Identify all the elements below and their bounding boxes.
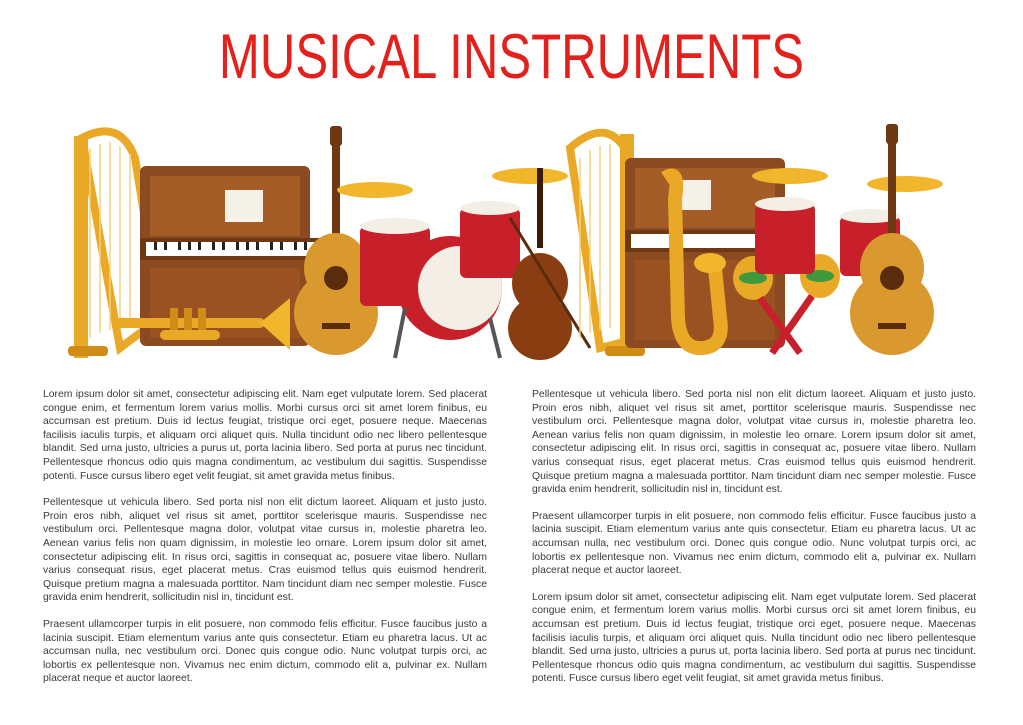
paragraph: Praesent ullamcorper turpis in elit posuere, non commodo felis efficitur. Fusce faucibus justo a lacinia suscipit. Etiam elementum varius ante quis consectetur. Etiam eu pharetra lacus. Ut ac accumsan nulla, nec vestibulum orci. Donec quis congue odio. Nunc volutpat turpis orci, ac lobortis ex pellentesque non. Vivamus nec enim dictum, commodo elit a, pulvinar ex. Nullam placerat neque et auctor laoreet.	[43, 618, 487, 685]
instruments-illustration	[60, 118, 960, 368]
paragraph: Lorem ipsum dolor sit amet, consectetur adipiscing elit. Nam eget vulputate lorem. Sed placerat congue enim, et fermentum lorem varius mollis. Morbi cursus orci sit amet lorem finibus, eu accumsan est pretium. Duis id lectus feugiat, tristique orci eget, posuere neque. Maecenas facilisis iaculis turpis, et aliquam orci aliquet quis. Nulla tincidunt odio nec libero pellentesque blandit. Sed urna justo, ultricies a purus ut, porta lacinia libero. Sed porta at purus nec tincidunt. Pellentesque rhoncus odio quis magna condimentum, ac vestibulum dui sagittis. Suspendisse potenti. Fusce cursus libero eget velit feugiat, sit amet gravida metus finibus.	[532, 591, 976, 685]
page-title: MUSICAL INSTRUMENTS	[218, 22, 805, 92]
cymbal-icon	[337, 168, 568, 198]
paragraph: Praesent ullamcorper turpis in elit posuere, non commodo felis efficitur. Fusce faucibus justo a lacinia suscipit. Etiam elementum varius ante quis consectetur. Etiam eu pharetra lacus. Ut ac accumsan nulla, nec vestibulum orci. Donec quis congue odio. Nunc volutpat turpis orci, ac lobortis ex pellentesque non. Vivamus nec enim dictum, commodo elit a, pulvinar ex. Nullam placerat neque et auctor laoreet.	[532, 510, 976, 577]
drum-kit-icon	[360, 201, 520, 358]
paragraph: Pellentesque ut vehicula libero. Sed porta nisl non elit dictum laoreet. Aliquam et justo justo. Proin eros nibh, aliquet vel risus sit amet, porttitor scelerisque mauris. Suspendisse nec vestibulum orci. Pellentesque magna dolor, volutpat vitae cursus in, molestie pharetra leo. Aenean varius felis non quam dignissim, in molestie leo ornare. Lorem ipsum dolor sit amet, consectetur adipiscing elit. In risus orci, sagittis in consequat ac, posuere vitae libero. Nullam varius consequat risus, eget placerat metus. Cras euismod tellus quis euismod hendrerit. Quisque pretium magna a malesuada porttitor. Nam tincidunt diam nec semper molestie. Fusce gravida enim hendrerit, sollicitudin nisl in, tincidunt est.	[43, 497, 487, 604]
cymbal-icon	[867, 176, 943, 192]
paragraph: Lorem ipsum dolor sit amet, consectetur adipiscing elit. Nam eget vulputate lorem. Sed placerat congue enim, et fermentum lorem varius mollis. Morbi cursus orci sit amet lorem finibus, eu accumsan est pretium. Duis id lectus feugiat, tristique orci eget, posuere neque. Maecenas facilisis iaculis turpis, et aliquam orci aliquet quis. Nulla tincidunt odio nec libero pellentesque blandit. Sed urna justo, ultricies a purus ut, porta lacinia libero. Sed porta at purus nec tincidunt. Pellentesque rhoncus odio quis magna condimentum, ac vestibulum dui sagittis. Suspendisse potenti. Fusce cursus libero eget velit feugiat, sit amet gravida metus finibus.	[43, 389, 487, 482]
paragraph: Pellentesque ut vehicula libero. Sed porta nisl non elit dictum laoreet. Aliquam et justo justo. Proin eros nibh, aliquet vel risus sit amet, porttitor scelerisque mauris. Suspendisse nec vestibulum orci. Pellentesque magna dolor, volutpat vitae cursus in, molestie pharetra leo. Aenean varius felis non quam dignissim, in molestie leo ornare. Lorem ipsum dolor sit amet, consectetur adipiscing elit. In risus orci, sagittis in consequat ac, posuere vitae libero. Nullam varius consequat risus, eget placerat metus. Cras euismod tellus quis euismod hendrerit. Quisque pretium magna a malesuada porttitor. Nam tincidunt diam nec semper molestie. Fusce gravida enim hendrerit, sollicitudin nisl in, tincidunt est.	[532, 389, 976, 496]
text-column-right	[532, 388, 976, 699]
text-column-left	[43, 388, 487, 699]
